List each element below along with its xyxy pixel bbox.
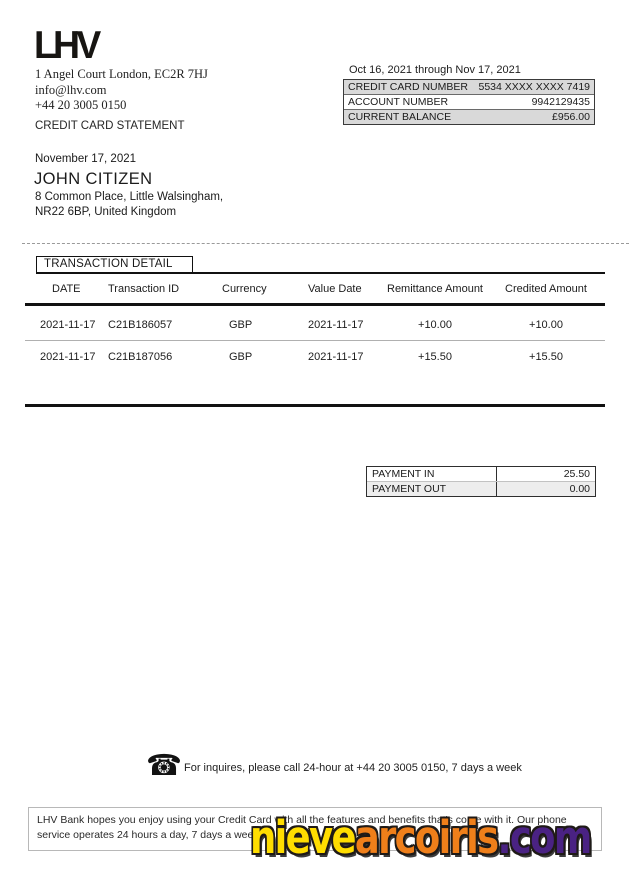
summary-row-current-balance (344, 109, 594, 124)
cell-currency: GBP (229, 319, 253, 331)
account-number-label: ACCOUNT NUMBER (348, 96, 449, 108)
dashed-divider (22, 243, 629, 244)
cell-transaction-id: C21B187056 (108, 351, 173, 363)
card-number-value: 5534 XXXX XXXX 7419 (478, 81, 590, 93)
account-summary-table (343, 79, 595, 125)
current-balance-value: £956.00 (552, 111, 590, 123)
transaction-row (0, 351, 629, 365)
payments-summary-table (366, 466, 596, 497)
inquiry-text: For inquires, please call 24-hour at +44 20 3005 0150, 7 days a week (184, 762, 522, 774)
cell-credited-amount: +10.00 (529, 319, 563, 331)
bank-phone: +44 20 3005 0150 (35, 98, 127, 112)
header-date: DATE (52, 283, 81, 295)
row-divider (25, 340, 605, 341)
customer-name: JOHN CITIZEN (34, 170, 153, 188)
table-top-rule (25, 303, 605, 306)
payment-in-row (367, 467, 595, 481)
payment-out-value: 0.00 (569, 483, 590, 495)
telephone-icon: ☎ (146, 748, 183, 782)
summary-row-account-number (344, 94, 594, 109)
header-value-date: Value Date (308, 283, 362, 295)
bank-address-block (35, 67, 208, 114)
disclaimer-text: LHV Bank hopes you enjoy using your Credit Card with all the features and benefits that's come with it. Our phone service operates 24 hours a day, 7 days a week. (37, 814, 567, 841)
cell-credited-amount: +15.50 (529, 351, 563, 363)
bank-logo: LHV (34, 24, 98, 67)
current-balance-label: CURRENT BALANCE (348, 111, 452, 123)
watermark-part1: nieve (250, 811, 355, 864)
cell-value-date: 2021-11-17 (308, 319, 364, 331)
account-number-value: 9942129435 (531, 96, 590, 108)
customer-address-line2: NR22 6BP, United Kingdom (35, 206, 177, 218)
header-currency: Currency (222, 283, 267, 295)
document-title: CREDIT CARD STATEMENT (35, 120, 185, 132)
cell-date: 2021-11-17 (40, 351, 96, 363)
cell-currency: GBP (229, 351, 253, 363)
summary-row-card-number (344, 80, 594, 94)
table-bottom-rule (25, 404, 605, 407)
cell-date: 2021-11-17 (40, 319, 96, 331)
statement-date: November 17, 2021 (35, 153, 137, 165)
card-number-label: CREDIT CARD NUMBER (348, 81, 468, 93)
cell-transaction-id: C21B186057 (108, 319, 173, 331)
header-credited-amount: Credited Amount (505, 283, 587, 295)
bank-address: 1 Angel Court London, EC2R 7HJ (35, 67, 208, 81)
transaction-detail-title: TRANSACTION DETAIL (36, 256, 193, 273)
cell-remittance-amount: +15.50 (418, 351, 452, 363)
statement-period: Oct 16, 2021 through Nov 17, 2021 (349, 64, 521, 76)
bank-email: info@lhv.com (35, 82, 107, 97)
payment-out-row (367, 481, 595, 496)
watermark-part2: arcoiris (354, 811, 498, 864)
watermark-part3: .com (497, 811, 591, 864)
header-transaction-id: Transaction ID (108, 283, 180, 295)
payment-in-label: PAYMENT IN (367, 467, 497, 481)
cell-remittance-amount: +10.00 (418, 319, 452, 331)
transaction-table-header (0, 283, 629, 297)
cell-value-date: 2021-11-17 (308, 351, 364, 363)
header-remittance-amount: Remittance Amount (387, 283, 483, 295)
customer-address-line1: 8 Common Place, Little Walsingham, (35, 191, 224, 203)
payment-out-label: PAYMENT OUT (367, 482, 497, 496)
watermark (250, 811, 591, 864)
payment-in-value: 25.50 (563, 468, 590, 480)
transaction-row (0, 319, 629, 333)
